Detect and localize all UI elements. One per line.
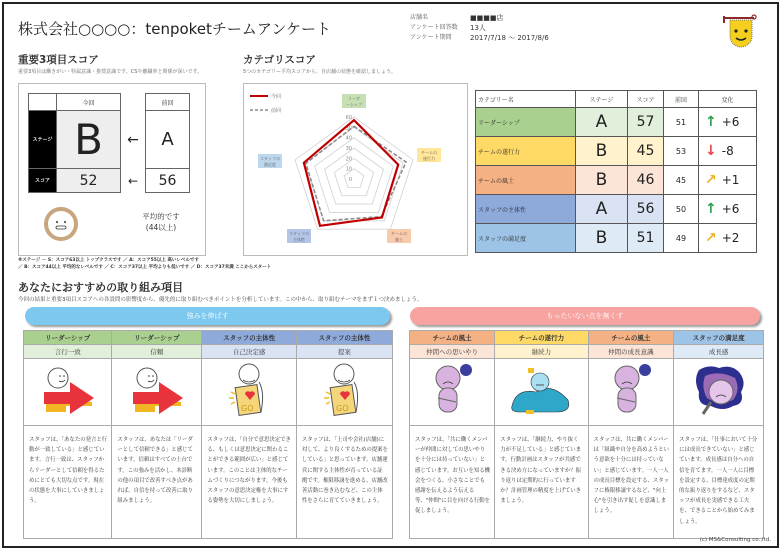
card-item: 自己決定感 bbox=[202, 345, 296, 359]
svg-text:スタッフの: スタッフの bbox=[260, 156, 280, 161]
previous-stage: A bbox=[146, 111, 190, 169]
category-score: 51 bbox=[628, 224, 664, 253]
svg-text:30: 30 bbox=[345, 146, 352, 152]
character-with-red-arrow-icon bbox=[24, 359, 112, 426]
column-header: スコア bbox=[628, 91, 664, 108]
column-header: 変化 bbox=[699, 91, 757, 108]
svg-text:0: 0 bbox=[348, 177, 352, 183]
key-score-title: 重要3項目スコア bbox=[18, 54, 99, 66]
card-item: 仲間の成長意識 bbox=[588, 345, 674, 359]
svg-text:主体性: 主体性 bbox=[293, 237, 305, 242]
category-stage: B bbox=[576, 224, 628, 253]
svg-text:チームの: チームの bbox=[421, 150, 437, 155]
card-description: スタッフは、「継続力、やり抜く力が不足している」と感じています。行動計画はスタッフが共感できる決め方になっていますか？振り返りは定期的に行っていますか？計画管理の精度を上げていきましょう。 bbox=[495, 426, 588, 539]
svg-text:10: 10 bbox=[345, 166, 352, 173]
svg-text:リーダ: リーダ bbox=[348, 96, 360, 101]
character-with-red-arrow-icon bbox=[112, 359, 202, 426]
category-name: スタッフの主体性 bbox=[476, 195, 576, 224]
gloomy-purple-character-icon bbox=[674, 359, 764, 426]
card-category: リーダーシップ bbox=[112, 331, 202, 345]
svg-text:20: 20 bbox=[345, 156, 352, 163]
svg-text:遂行力: 遂行力 bbox=[423, 156, 435, 161]
category-previous: 50 bbox=[664, 195, 699, 224]
category-score-subtitle: 5つのカテゴリー平均スコアから、自店舗の状態を確認しましょう。 bbox=[243, 69, 396, 75]
card-description: スタッフは、「上司や会社(店舗)に対して、より良くするための提案をしている」と思っています。店舗運営に関する主体性が育っている証拠です。権限移譲を進める、店舗改善活動に巻き込むなど、この主体性をさらに育てていきましょう。 bbox=[296, 426, 392, 539]
card-item: 信頼 bbox=[112, 345, 202, 359]
column-header: 前回 bbox=[664, 91, 699, 108]
category-stage: B bbox=[576, 166, 628, 195]
trend-up-icon: ↑ bbox=[705, 114, 717, 130]
trend-up-right-icon: ↗ bbox=[705, 230, 717, 246]
svg-text:チームの: チームの bbox=[391, 231, 407, 236]
category-stage: A bbox=[576, 108, 628, 137]
card-item: 成長感 bbox=[674, 345, 764, 359]
category-change: ↗ +1 bbox=[699, 166, 757, 195]
strengths-banner: 強みを伸ばす bbox=[25, 307, 390, 325]
weakness-cards bbox=[409, 330, 764, 539]
category-stage: B bbox=[576, 137, 628, 166]
category-name: リーダーシップ bbox=[476, 108, 576, 137]
svg-text:満足度: 満足度 bbox=[264, 162, 276, 167]
smiley-shop-sign-icon bbox=[722, 14, 758, 52]
svg-text:GO: GO bbox=[336, 404, 349, 413]
card-category: スタッフの満足度 bbox=[674, 331, 764, 345]
category-name: スタッフの満足度 bbox=[476, 224, 576, 253]
row-stage-label: ステージ bbox=[29, 111, 57, 169]
category-row bbox=[476, 137, 757, 166]
category-row bbox=[476, 195, 757, 224]
strengths-cards bbox=[23, 330, 393, 539]
radar-chart-panel bbox=[243, 83, 468, 256]
category-change: ↗ +2 bbox=[699, 224, 757, 253]
svg-text:スタッフの: スタッフの bbox=[289, 231, 309, 236]
previous-score: 56 bbox=[146, 169, 190, 193]
card-description: スタッフは、「仕事において十分には成長できていない」と感じています。成長感は自分への自信を育てます。一人一人に目標を設定する、目標達成度の定期的な振り返りをするなど、スタッフが成長を実感できる工夫を、できることから始めてみましょう。 bbox=[674, 426, 764, 539]
svg-text:60: 60 bbox=[345, 115, 352, 121]
weakness-banner: もったいない点を無くす bbox=[410, 307, 760, 325]
character-with-go-sign-icon bbox=[202, 359, 296, 426]
category-stage: A bbox=[576, 195, 628, 224]
arrow-icon: ← bbox=[127, 131, 139, 148]
character-with-go-sign-icon bbox=[296, 359, 392, 426]
svg-text:前回: 前回 bbox=[271, 108, 282, 114]
survey-meta bbox=[410, 13, 549, 43]
card-item: 継続力 bbox=[495, 345, 588, 359]
card-item: 仲間への思いやり bbox=[410, 345, 495, 359]
worried-purple-character-icon bbox=[588, 359, 674, 426]
card-category: チームの遂行力 bbox=[495, 331, 588, 345]
verdict: 平均的です (44以上) bbox=[142, 212, 180, 232]
copyright: (c) MS&Consulting co.,ltd. bbox=[699, 537, 771, 543]
card-category: リーダーシップ bbox=[24, 331, 112, 345]
page-title: 株式会社○○○○：tenpoketチームアンケート bbox=[18, 20, 332, 38]
recommend-title: あなたにおすすめの取り組み項目 bbox=[18, 281, 184, 294]
svg-text:今回: 今回 bbox=[271, 94, 282, 100]
current-score: 52 bbox=[57, 169, 121, 193]
category-change: ↑ +6 bbox=[699, 195, 757, 224]
trend-up-right-icon: ↗ bbox=[705, 172, 717, 188]
column-header: カテゴリー名 bbox=[476, 91, 576, 108]
neutral-face-icon bbox=[44, 207, 78, 241]
category-previous: 53 bbox=[664, 137, 699, 166]
key-score-panel bbox=[18, 83, 206, 256]
category-name: チームの風土 bbox=[476, 166, 576, 195]
meta-period: アンケート期間 2017/7/18 ～ 2017/8/6 bbox=[410, 34, 549, 42]
card-category: スタッフの主体性 bbox=[202, 331, 296, 345]
category-row bbox=[476, 166, 757, 195]
worried-purple-character-icon bbox=[410, 359, 495, 426]
key-score-subtitle: 重要3項目は働きがい・特属意識・推奨意識です。CSや離職率と関係が深いです。 bbox=[18, 69, 203, 75]
row-score-label: スコア bbox=[29, 169, 57, 193]
radar-chart bbox=[244, 84, 469, 257]
category-previous: 51 bbox=[664, 108, 699, 137]
card-item: 言行一致 bbox=[24, 345, 112, 359]
card-description: スタッフは、「共に働くメンバーが仲間に対しての思いやりを十分には持っていない」と感じています。お互いを知る機会をつくる、小さなことでも感謝を伝えるよう伝える等、"仲間"に目を向ける行動を促しましょう。 bbox=[410, 426, 495, 539]
category-change: ↓ -8 bbox=[699, 137, 757, 166]
card-description: スタッフは、「あなたの発言と行動が一致している」と感じています。言行一致は、スタッフからリーダーとして信頼を得るためにとても大切な点です。現在の状態を大事にしていきましょう。 bbox=[24, 426, 112, 539]
category-name: チームの遂行力 bbox=[476, 137, 576, 166]
category-row bbox=[476, 224, 757, 253]
svg-text:40: 40 bbox=[345, 135, 352, 142]
col-current: 今回 bbox=[57, 94, 121, 111]
card-category: チームの風土 bbox=[410, 331, 495, 345]
meta-responses: アンケート回答数 13人 bbox=[410, 24, 486, 32]
stage-legend: ※ステージ － S：スコア63以上 トップクラスです ／ A：スコア55以上 高いレベルです ／ B：スコア44以上 平均的なレベルです ／ C：スコア37以上 平均よりも低いです ／ D：スコア37未満 ここからスタート bbox=[18, 258, 272, 270]
column-header: ステージ bbox=[576, 91, 628, 108]
category-previous: 45 bbox=[664, 166, 699, 195]
card-description: スタッフは、共に働くメンバーは「組織や自分を高めようという意欲を十分には持っていない」と感じています。一人一人の成長目標を設定する、スタッフに権限移譲するなど、"向上心"を引き出す促しを意識しましょう。 bbox=[588, 426, 674, 539]
svg-text:ーシップ: ーシップ bbox=[346, 102, 362, 107]
category-score: 46 bbox=[628, 166, 664, 195]
category-score: 56 bbox=[628, 195, 664, 224]
category-previous: 49 bbox=[664, 224, 699, 253]
category-change: ↑ +6 bbox=[699, 108, 757, 137]
recommend-subtitle: 今回の結果と重要3項目スコアへの各設問の影響度から、優先的に取り組むべきポイントを分析しています。この中から、取り組むテーマをまず１つ決めましょう。 bbox=[18, 297, 423, 303]
category-table bbox=[475, 90, 757, 253]
svg-text:風土: 風土 bbox=[395, 237, 403, 242]
category-score: 45 bbox=[628, 137, 664, 166]
card-category: チームの風土 bbox=[588, 331, 674, 345]
category-score-title: カテゴリスコア bbox=[243, 54, 316, 66]
overwhelmed-blue-character-icon bbox=[495, 359, 588, 426]
arrow-icon: ← bbox=[127, 173, 139, 188]
key-score-table bbox=[28, 93, 190, 193]
meta-store: 店舗名 ■■■■店 bbox=[410, 14, 504, 22]
col-previous: 前回 bbox=[146, 94, 190, 111]
category-row bbox=[476, 108, 757, 137]
current-stage: B bbox=[57, 111, 121, 169]
svg-text:50: 50 bbox=[345, 125, 352, 132]
card-item: 提案 bbox=[296, 345, 392, 359]
trend-down-icon: ↓ bbox=[705, 143, 717, 159]
svg-text:GO: GO bbox=[241, 404, 254, 413]
trend-up-icon: ↑ bbox=[705, 201, 717, 217]
card-description: スタッフは、あなたは「リーダーとして信頼できる」と感じています。信頼はすべての土台です。この強みを活かし、本診断の他の項目で改善すべき点があれば、自信を持って改善に取り組みましょう。 bbox=[112, 426, 202, 539]
card-category: スタッフの主体性 bbox=[296, 331, 392, 345]
category-score: 57 bbox=[628, 108, 664, 137]
card-description: スタッフは、「自分で意思決定できる、もしくは意思決定に関わることができる範囲が広い」と感じています。このことは主体的なチームづくりにつながります。今後もスタッフの意思決定権を大事にする姿勢を大切にしましょう。 bbox=[202, 426, 296, 539]
